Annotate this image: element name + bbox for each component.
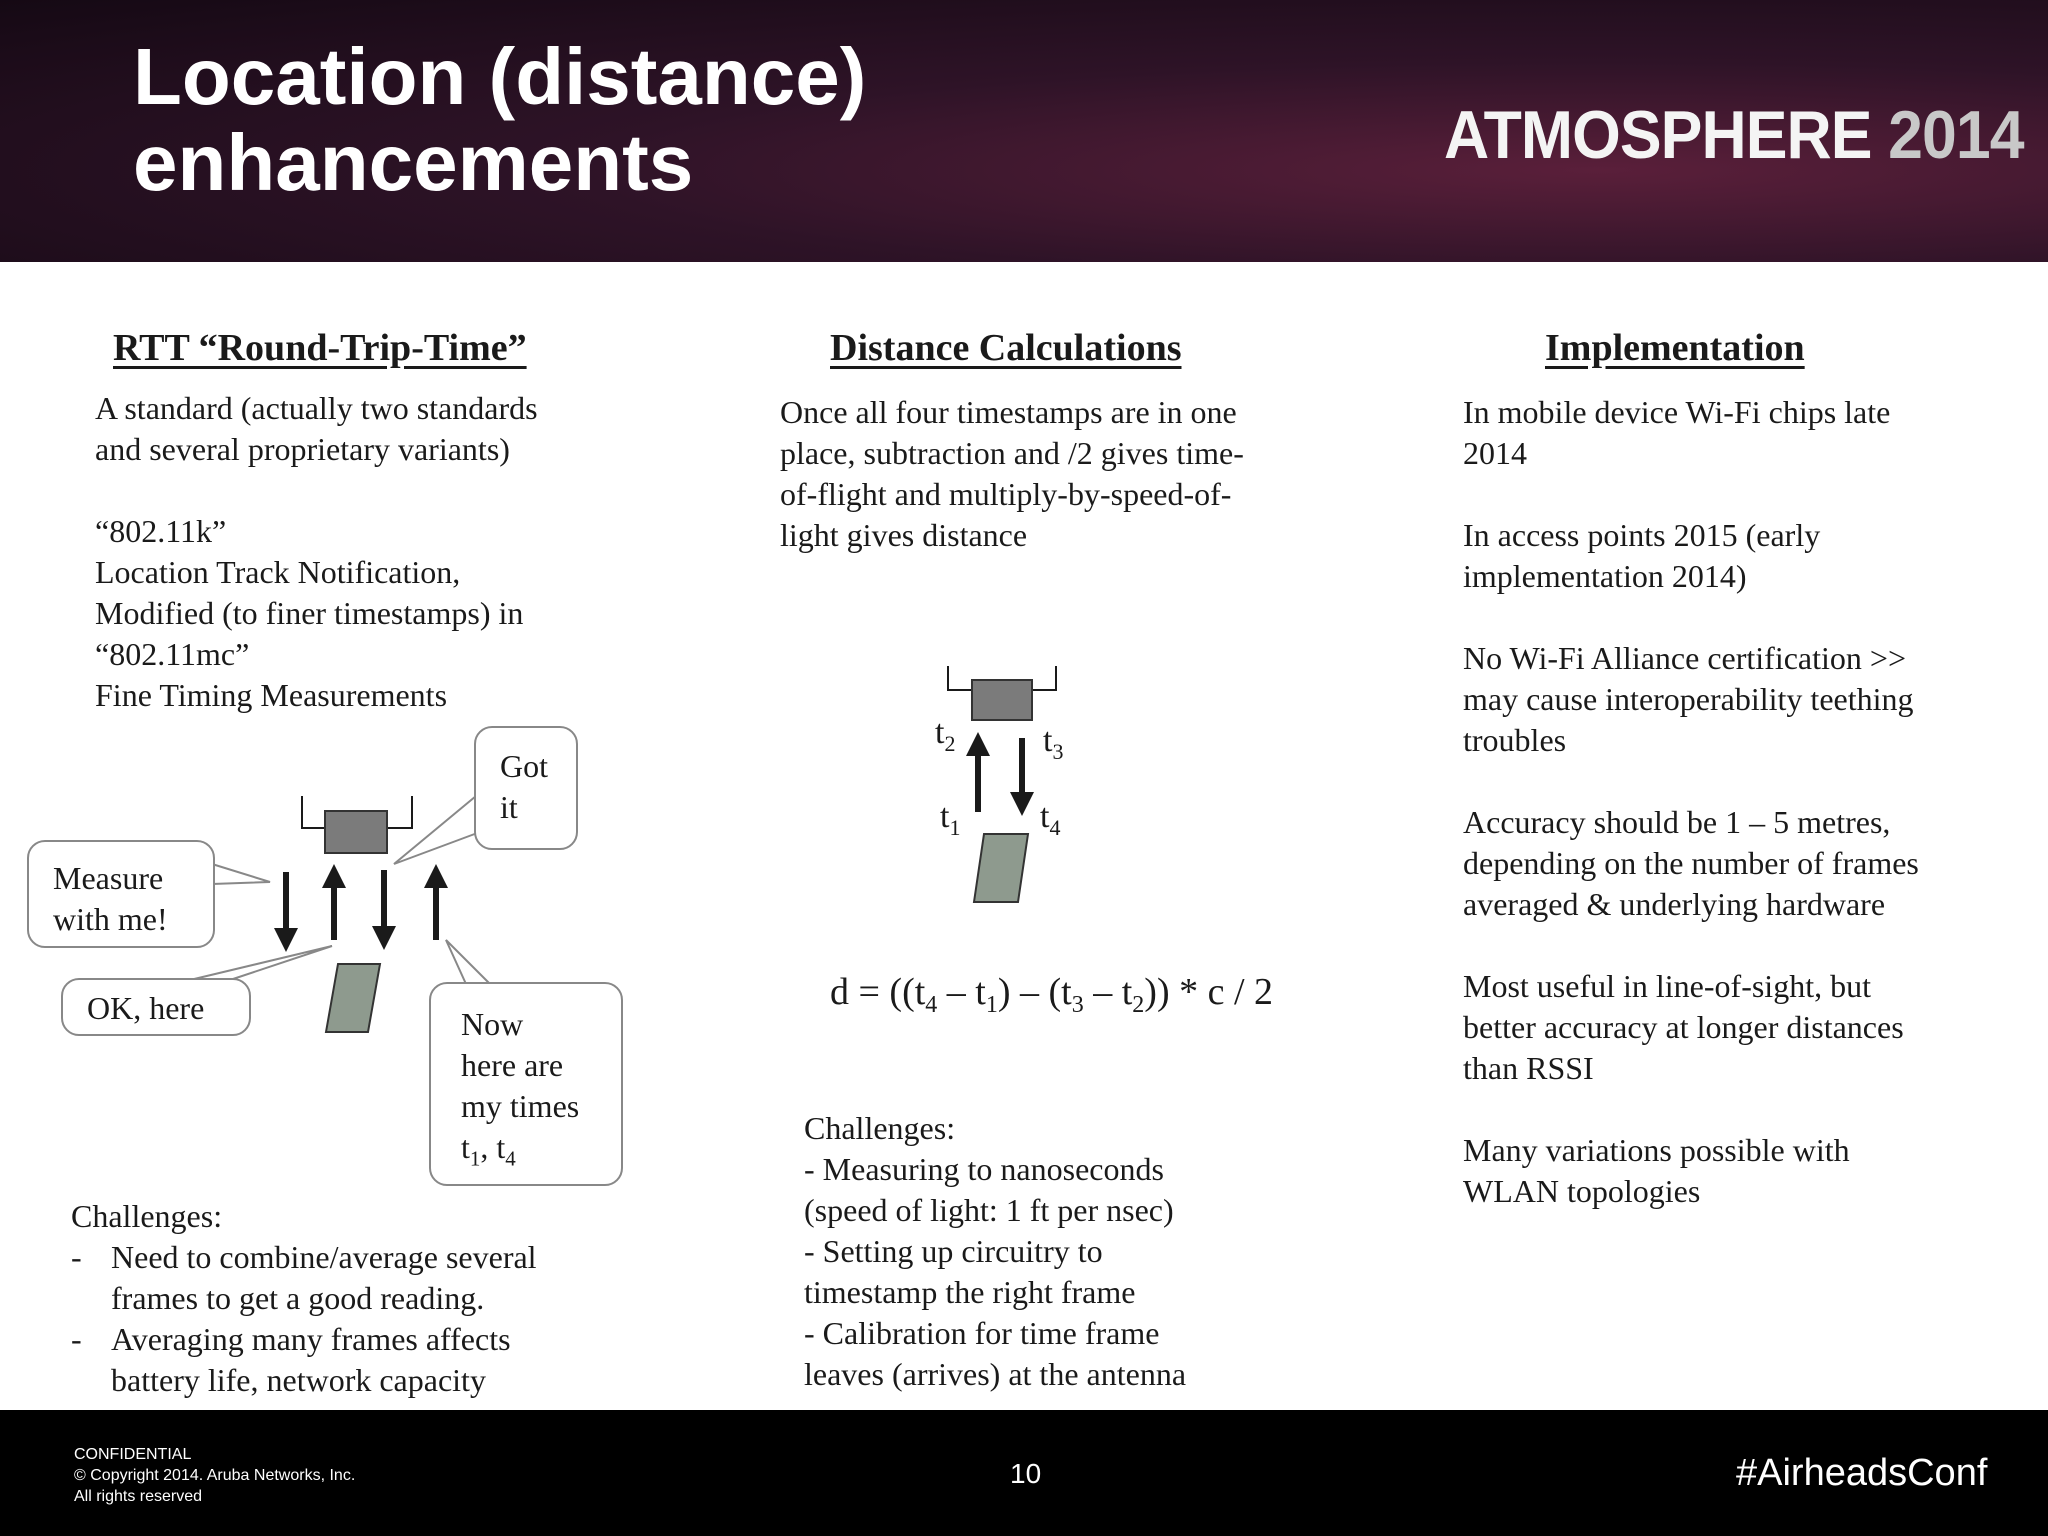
subscript: 2 [944,731,956,756]
client-device-icon [974,834,1028,902]
text-line: leaves (arrives) at the antenna [804,1356,1187,1392]
subscript: 1 [985,992,998,1018]
text-line: of-flight and multiply-by-speed-of- [780,476,1232,512]
text-line: frames to get a good reading. [111,1280,485,1316]
text-line: battery life, network capacity [111,1362,486,1398]
formula-part: ) – (t [997,971,1072,1013]
bubble-tail [212,864,270,884]
bubble-tail [394,796,480,864]
bubble-tail [190,946,332,980]
speech-bubble-measure [27,840,215,948]
col1-intro [95,388,538,716]
text-line: may cause interoperability teething [1463,681,1914,717]
timestamp-label-t2 [935,716,955,761]
bubble-line: it [500,789,518,825]
col2-intro [780,392,1244,556]
legal-line: All rights reserved [74,1488,203,1505]
text-line: than RSSI [1463,1050,1594,1086]
text-line: In access points 2015 (early [1463,517,1821,553]
text-line: No Wi-Fi Alliance certification >> [1463,640,1906,676]
timestamp-label-t3 [1043,724,1063,769]
col2-heading: Distance Calculations [830,327,1182,369]
timestamp-label-t4 [1040,800,1060,845]
title-line: enhancements [133,118,694,207]
legal-notice [74,1444,355,1507]
subscript: 4 [1049,815,1061,840]
title-line: Location (distance) [133,32,867,121]
label-t: t [935,714,945,751]
text-line: 2014 [1463,435,1527,471]
text-line: - Calibration for time frame [804,1315,1160,1351]
label-t: t [1040,798,1050,835]
formula-part: – t [1083,971,1133,1013]
access-point-icon [325,811,387,853]
text-line: - Setting up circuitry to [804,1233,1103,1269]
legal-line: CONFIDENTIAL [74,1446,192,1463]
time-t: t [461,1129,470,1165]
text-line: A standard (actually two standards [95,390,538,426]
bubble-line: OK, here [87,990,205,1026]
challenges-title: Challenges: [71,1198,223,1234]
text-line: Location Track Notification, [95,554,461,590]
text-line: Averaging many frames affects [111,1321,511,1357]
bubble-tail [446,940,490,984]
text-line: troubles [1463,722,1567,758]
text-line: timestamp the right frame [804,1274,1136,1310]
challenge-item [71,1319,537,1401]
text-line: Challenges: [804,1110,956,1146]
subscript: 1 [949,815,961,840]
col1-heading: RTT “Round-Trip-Time” [113,327,527,369]
text-line: averaged & underlying hardware [1463,886,1886,922]
col1-challenges [71,1196,537,1401]
text-line: implementation 2014) [1463,558,1747,594]
text-line: Once all four timestamps are in one [780,394,1237,430]
col2-challenges [804,1108,1186,1395]
bubble-line: with me! [53,901,168,937]
client-device-icon [326,964,380,1032]
speech-bubble-ok-here [61,978,251,1036]
logo-year: 2014 [1888,97,2024,173]
text-line: “802.11k” [95,513,227,549]
text-line: Accuracy should be 1 – 5 metres, [1463,804,1891,840]
text-line: (speed of light: 1 ft per nsec) [804,1192,1174,1228]
conference-hashtag: #AirheadsConf [1736,1452,1988,1494]
access-point-icon [972,680,1032,720]
bubble-line: my times [461,1088,580,1124]
bullet-dash: - [71,1239,82,1275]
text-line: Need to combine/average several [111,1239,537,1275]
distance-formula [830,970,1273,1019]
formula-part: – t [937,971,986,1013]
bullet-dash: - [71,1321,82,1357]
bubble-line: Now [461,1006,524,1042]
speech-bubble-now-here [429,982,623,1186]
formula-part: )) * c / 2 [1144,971,1274,1013]
text-line: light gives distance [780,517,1028,553]
text-line: and several proprietary variants) [95,431,510,467]
logo-word: ATMOSPHERE [1444,97,1872,173]
text-line: place, subtraction and /2 gives time- [780,435,1244,471]
text-line: Fine Timing Measurements [95,677,448,713]
separator: , [480,1129,497,1165]
bubble-line: Got [500,748,548,784]
subscript: 1 [469,1146,481,1171]
bubble-line: here are [461,1047,564,1083]
challenge-item [71,1237,537,1319]
subscript: 3 [1071,992,1084,1018]
subscript: 3 [1052,739,1064,764]
bubble-line: Measure [53,860,164,896]
time-t: t [496,1129,506,1165]
page-number: 10 [1010,1458,1042,1489]
text-line: depending on the number of frames [1463,845,1919,881]
subscript: 4 [505,1146,516,1171]
speech-bubble-got-it [474,726,578,850]
text-line: - Measuring to nanoseconds [804,1151,1164,1187]
text-line: WLAN topologies [1463,1173,1701,1209]
text-line: Most useful in line-of-sight, but [1463,968,1871,1004]
subscript: 2 [1132,992,1145,1018]
label-t: t [1043,722,1053,759]
text-line: In mobile device Wi-Fi chips late [1463,394,1891,430]
bubble-times-line [461,1127,621,1179]
text-line: Many variations possible with [1463,1132,1850,1168]
formula-part: d = ((t [830,971,926,1013]
text-line: “802.11mc” [95,636,250,672]
text-line: better accuracy at longer distances [1463,1009,1904,1045]
subscript: 4 [925,992,938,1018]
label-t: t [940,798,950,835]
timestamp-label-t1 [940,800,960,845]
text-line: Modified (to finer timestamps) in [95,595,524,631]
col3-heading: Implementation [1545,327,1805,369]
col3-body [1463,392,1919,1212]
legal-line: © Copyright 2014. Aruba Networks, Inc. [74,1467,356,1484]
